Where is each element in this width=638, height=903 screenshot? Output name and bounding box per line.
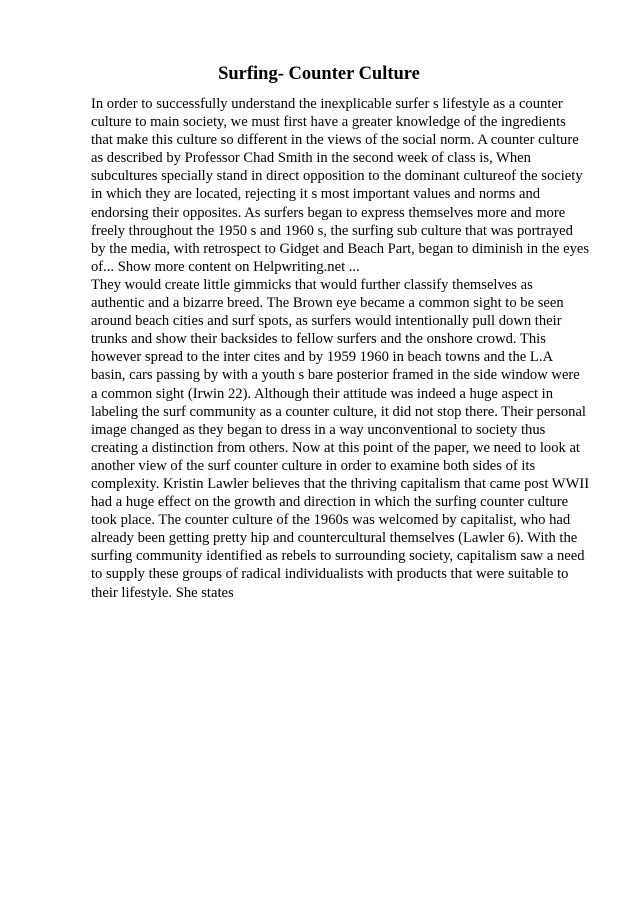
- show-more-line: of... Show more content on Helpwriting.net ...: [91, 258, 360, 275]
- body-line: as described by Professor Chad Smith in the second week of class is, When: [91, 150, 531, 167]
- body-line: a common sight (Irwin 22). Although their attitude was indeed a huge aspect in: [91, 385, 554, 402]
- body-line: surfing community identified as rebels to surrounding society, capitalism saw a need: [91, 548, 585, 565]
- body-line: freely throughout the 1950 s and 1960 s, the surfing sub culture that was portrayed: [91, 222, 573, 239]
- body-line: culture to main society, we must first have a greater knowledge of the ingredients: [91, 114, 566, 131]
- body-line: endorsing their opposites. As surfers began to express themselves more and more: [91, 204, 566, 221]
- body-line: subcultures specially stand in direct opposition to the dominant cultureof the society: [91, 168, 583, 185]
- document-title: Surfing- Counter Culture: [218, 64, 420, 84]
- body-line: to supply these groups of radical individualists with products that were suitable to: [91, 566, 569, 583]
- body-line: trunks and show their backsides to fellow surfers and the onshore crowd. This: [91, 331, 546, 348]
- body-line: had a huge effect on the growth and direction in which the surfing counter culture: [91, 494, 569, 511]
- body-line: complexity. Kristin Lawler believes that the thriving capitalism that came post WWII: [91, 475, 590, 492]
- body-line: however spread to the inter cites and by 1959 1960 in beach towns and the L.A: [91, 349, 554, 366]
- body-line: another view of the surf counter culture in order to examine both sides of its: [91, 457, 536, 474]
- body-line: in which they are located, rejecting it s most important values and norms and: [91, 186, 541, 203]
- body-line: around beach cities and surf spots, as surfers would intentionally pull down their: [91, 313, 562, 330]
- body-line: labeling the surf community as a counter culture, it did not stop there. Their personal: [91, 403, 586, 420]
- body-line: They would create little gimmicks that would further classify themselves as: [91, 276, 533, 293]
- document-body: [91, 95, 591, 602]
- body-line: basin, cars passing by with a youth s bare posterior framed in the side window were: [91, 367, 580, 384]
- body-line: creating a distinction from others. Now at this point of the paper, we need to look at: [91, 439, 580, 456]
- body-line: took place. The counter culture of the 1960s was welcomed by capitalist, who had: [91, 512, 571, 529]
- body-line: image changed as they began to dress in a way unconventional to society thus: [91, 421, 546, 438]
- body-line: their lifestyle. She states: [91, 584, 234, 601]
- body-line: that make this culture so different in the views of the social norm. A counter culture: [91, 132, 579, 149]
- body-line: authentic and a bizarre breed. The Brown eye became a common sight to be seen: [91, 295, 564, 312]
- body-line: In order to successfully understand the inexplicable surfer s lifestyle as a counter: [91, 96, 563, 112]
- body-line: already been getting pretty hip and countercultural themselves (Lawler 6). With the: [91, 530, 578, 547]
- body-line: by the media, with retrospect to Gidget and Beach Part, began to diminish in the eyes: [91, 240, 590, 257]
